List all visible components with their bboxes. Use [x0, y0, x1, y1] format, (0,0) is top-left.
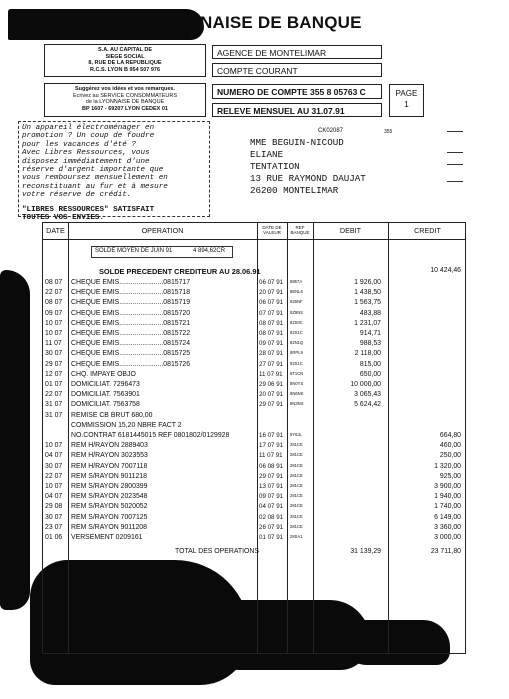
row-ref: 281CE: [290, 523, 303, 529]
row-debit: 483,88: [359, 309, 381, 317]
row-date: 01 06: [45, 534, 63, 541]
row-operation: REM S/RAYON 5020052: [71, 503, 148, 511]
row-debit: 10 000,00: [350, 381, 381, 388]
solde-precedent-value: 10 424,46: [430, 267, 461, 274]
row-valeur: 17 07 91: [259, 442, 284, 450]
fold-mark: [447, 181, 463, 182]
row-ref: 82S1C: [290, 330, 303, 335]
row-ref: 281CE: [290, 442, 303, 448]
row-valeur: 29 06 91: [259, 381, 284, 388]
row-operation: CHQ. IMPAYE OBJO: [71, 370, 136, 378]
row-valeur: 11 07 91: [259, 452, 283, 460]
row-operation: DOMICILIAT. 7563901: [71, 391, 140, 399]
promo-footer: "LIBRES RESSOURCES" SATISFAIT TOUTES VOS ENVIES.: [22, 205, 155, 223]
row-ref: 8Z9NS: [290, 309, 304, 315]
row-ref: 8ENL6: [290, 289, 303, 295]
row-valeur: 26 07 91: [259, 523, 284, 531]
row-valeur: 06 07 91: [259, 299, 284, 307]
row-debit: 3 065,43: [354, 391, 381, 399]
row-ref: 28SA1: [290, 534, 303, 539]
row-ref: 8957A: [290, 279, 303, 284]
row-operation: REM S/RAYON 9011208: [71, 523, 147, 531]
row-valeur: 02 08 91: [259, 513, 284, 521]
fold-mark: [447, 152, 463, 153]
row-operation: CHEQUE EMIS.......................0815717: [71, 279, 191, 286]
row-date: 04 07: [45, 452, 63, 460]
row-operation: NO.CONTRAT 6181445015 REF 0801802/0129928: [71, 432, 230, 439]
row-date: 22 07: [45, 289, 63, 297]
row-date: 12 07: [45, 370, 63, 378]
row-debit: 1 438,50: [354, 289, 381, 297]
row-operation: REM S/RAYON 7007125: [71, 513, 148, 521]
row-date: 04 07: [45, 493, 63, 501]
row-credit: 664,80: [439, 432, 461, 439]
row-valeur: 28 07 91: [259, 350, 284, 358]
row-operation: VERSEMENT 0209161: [71, 534, 143, 541]
col-divider: [287, 223, 288, 653]
row-credit: 460,00: [439, 442, 461, 450]
compte-field: COMPTE COURANT: [212, 63, 382, 77]
row-valeur: 16 07 91: [259, 432, 284, 439]
row-operation: CHEQUE EMIS.......................0815719: [71, 299, 191, 307]
row-date: 10 07: [45, 330, 63, 337]
row-valeur: 08 07 91: [259, 319, 284, 327]
page-box: [389, 84, 424, 117]
row-debit: 650,00: [359, 370, 381, 378]
row-valeur: 06 08 91: [259, 462, 284, 470]
row-valeur: 09 07 91: [259, 493, 284, 501]
solde-moyen-label: SOLDE MOYEN DE JUIN 91: [95, 248, 173, 254]
row-date: 29 08: [45, 503, 63, 511]
ref-small: 355: [384, 129, 393, 135]
col-header-valeur: DATE DE VALEUR: [262, 225, 282, 235]
address-line-4: 13 RUE RAYMOND DAUJAT: [250, 173, 366, 184]
row-ref: 281CE: [290, 493, 303, 499]
col-divider: [257, 223, 258, 653]
row-date: 23 07: [45, 523, 63, 531]
row-operation: CHEQUE EMIS.......................0815721: [71, 319, 191, 327]
account-number-field: NUMERO DE COMPTE 355 8 05763 C: [212, 84, 382, 99]
col-header-debit: DEBIT: [339, 226, 362, 235]
col-header-operation: OPERATION: [141, 226, 184, 235]
address-line-5: 26200 MONTELIMAR: [250, 185, 339, 196]
operations-table: [42, 222, 466, 654]
row-ref: 8RPL9: [290, 350, 303, 356]
row-credit: 1 740,00: [434, 503, 461, 511]
address-line-3: TENTATION: [250, 161, 300, 172]
row-valeur: 29 07 91: [259, 472, 284, 480]
row-ref: 82N1Q: [290, 340, 304, 346]
row-ref: 82S1C: [290, 360, 303, 366]
promo-text: Un appareil électroménager en promotion ? Un coup de foudre pour les vacances d'été ? Avec Libres Ressources, vous disposez immédiatement d'une réserve d'argent importante que vous remboursez mensuellement en reconstituant au fur et à mesure votre réserve de crédit.: [22, 124, 168, 200]
row-date: 08 07: [45, 299, 63, 307]
row-valeur: 20 07 91: [259, 289, 284, 297]
address-line-2: ELIANE: [250, 149, 284, 160]
ref-code: CK02087: [318, 128, 344, 134]
total-credit: 23 711,80: [430, 548, 461, 555]
row-valeur: 01 07 91: [259, 534, 284, 541]
row-date: 29 07: [45, 360, 63, 368]
row-operation: CHEQUE EMIS.......................0815725: [71, 350, 191, 358]
row-debit: 815,00: [359, 360, 381, 368]
total-debit: 31 139,29: [350, 548, 381, 555]
row-date: 30 07: [45, 462, 63, 470]
row-credit: 925,00: [439, 472, 461, 480]
consumer-line-2: Ecrivez au SERVICE CONSOMMATEURS: [72, 92, 177, 99]
row-operation: REM H/RAYON 3023553: [71, 452, 148, 460]
row-valeur: 29 07 91: [259, 401, 284, 409]
row-ref: 826NF: [290, 299, 303, 305]
row-valeur: 08 07 91: [259, 330, 284, 337]
row-operation: DOMICILIAT. 7296473: [71, 381, 140, 388]
row-valeur: 20 07 91: [259, 391, 284, 399]
row-date: 31 07: [45, 411, 63, 419]
scan-artifact-top: [8, 9, 204, 40]
row-operation: REM S/RAYON 2023548: [71, 493, 148, 501]
scan-artifact-left: [0, 270, 30, 610]
row-operation: CHEQUE EMIS.......................0815726: [71, 360, 191, 368]
header-rule: [43, 239, 465, 240]
row-operation: COMMISSION 15,20 NBRE FACT 2: [71, 421, 182, 429]
fold-mark: [447, 164, 463, 165]
row-valeur: 11 07 91: [259, 370, 283, 378]
consumer-line-4: BP 1607 - 69207 LYON CEDEX 01: [82, 105, 168, 112]
row-debit: 988,53: [359, 340, 381, 348]
row-credit: 3 900,00: [434, 483, 461, 490]
row-ref: 8Y6JL: [290, 432, 302, 437]
row-operation: REM S/RAYON 2800399: [71, 483, 148, 490]
row-credit: 1 940,00: [434, 493, 461, 501]
row-operation: CHEQUE EMIS.......................0815724: [71, 340, 191, 348]
row-date: 01 07: [45, 381, 63, 388]
row-operation: REM S/RAYON 9011218: [71, 472, 147, 480]
row-operation: CHEQUE EMIS.......................0815722: [71, 330, 191, 337]
row-ref: 281CE: [290, 452, 303, 458]
row-valeur: 06 07 91: [259, 279, 284, 286]
row-ref: 281CE: [290, 513, 303, 519]
col-header-ref: REF BANQUE: [290, 225, 310, 235]
row-debit: 1 926,00: [354, 279, 381, 286]
row-ref: 8N0YS: [290, 381, 304, 386]
row-valeur: 09 07 91: [259, 340, 284, 348]
col-divider: [388, 223, 389, 653]
row-ref: 8T1CN: [290, 370, 304, 376]
statement-date-field: RELEVE MENSUEL AU 31.07.91: [212, 103, 382, 117]
company-address: 8, RUE DE LA REPUBLIQUE: [88, 60, 162, 66]
row-date: 30 07: [45, 350, 63, 358]
solde-moyen-value: 4 894,62CR: [193, 248, 226, 254]
row-valeur: 27 07 91: [259, 360, 284, 368]
row-ref: 281CE: [290, 472, 303, 478]
consumer-service-box: [44, 83, 206, 117]
address-line-1: MME BEGUIN-NICOUD: [250, 137, 344, 148]
page-number: 1: [404, 100, 409, 109]
row-date: 08 07: [45, 279, 63, 286]
row-debit: 1 563,75: [354, 299, 381, 307]
company-info-box: [44, 44, 206, 77]
row-valeur: 13 07 91: [259, 483, 284, 490]
row-date: 22 07: [45, 472, 63, 480]
col-divider: [313, 223, 314, 653]
fold-mark: [447, 131, 463, 132]
col-header-date: DATE: [46, 226, 65, 235]
row-credit: 1 320,00: [434, 462, 461, 470]
row-ref: 8N6NK: [290, 391, 304, 397]
row-operation: REMISE CB BRUT 680,00: [71, 411, 153, 419]
row-ref: 281CE: [290, 462, 303, 468]
col-header-credit: CREDIT: [414, 226, 441, 235]
row-operation: CHEQUE EMIS.......................0815718: [71, 289, 191, 297]
row-date: 30 07: [45, 513, 63, 521]
row-credit: 6 149,00: [434, 513, 461, 521]
row-debit: 5 624,42: [354, 401, 381, 409]
row-date: 22 07: [45, 391, 63, 399]
row-debit: 2 118,00: [354, 350, 381, 358]
col-divider: [68, 223, 69, 653]
company-rcs: R.C.S. LYON B 954 507 976: [89, 66, 161, 73]
row-credit: 3 360,00: [434, 523, 461, 531]
promo-box: [18, 121, 210, 223]
row-date: 10 07: [45, 319, 63, 327]
row-ref: 281CE: [290, 483, 303, 488]
row-operation: REM H/RAYON 7007118: [71, 462, 148, 470]
row-debit: 914,71: [359, 330, 381, 337]
page-label: PAGE: [395, 89, 418, 98]
company-capital: S.A. AU CAPITAL DE: [98, 47, 152, 53]
row-valeur: 07 07 91: [259, 309, 284, 317]
row-operation: DOMICILIAT. 7563758: [71, 401, 140, 409]
consumer-line-1: Suggérez vos idées et vos remarques.: [75, 86, 175, 92]
row-date: 10 07: [45, 483, 63, 490]
company-seat: SIEGE SOCIAL: [105, 53, 145, 60]
row-ref: 8N3NS: [290, 401, 304, 407]
row-ref: 281CE: [290, 503, 303, 509]
row-date: 09 07: [45, 309, 63, 317]
row-date: 10 07: [45, 442, 63, 450]
row-operation: CHEQUE EMIS.......................0815720: [71, 309, 191, 317]
row-credit: 250,00: [439, 452, 461, 460]
row-date: 31 07: [45, 401, 63, 409]
total-label: TOTAL DES OPERATIONS: [175, 548, 259, 555]
row-operation: REM H/RAYON 2889403: [71, 442, 148, 450]
row-ref: 82S0C: [290, 319, 303, 325]
solde-precedent-label: SOLDE PRECEDENT CREDITEUR AU 28.06.91: [99, 267, 261, 276]
consumer-line-3: de la LYONNAISE DE BANQUE: [85, 99, 165, 105]
row-credit: 3 000,00: [434, 534, 461, 541]
bank-name: NAISE DE BANQUE: [200, 13, 362, 32]
row-valeur: 04 07 91: [259, 503, 284, 511]
row-debit: 1 231,07: [354, 319, 381, 327]
row-date: 11 07: [45, 340, 62, 348]
agence-field: AGENCE DE MONTELIMAR: [212, 45, 382, 59]
